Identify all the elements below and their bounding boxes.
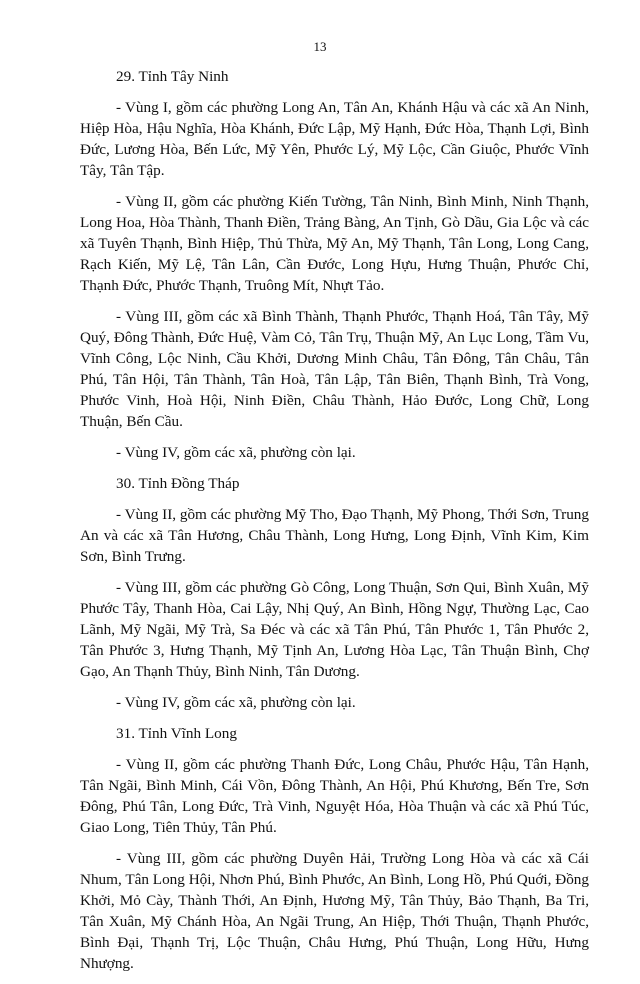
section-tay-ninh bbox=[80, 66, 589, 463]
paragraph: - Vùng IV, gồm các xã, phường còn lại. bbox=[116, 444, 356, 461]
section-vinh-long bbox=[80, 723, 589, 974]
page-number: 13 bbox=[313, 39, 327, 54]
paragraph: - Vùng II, gồm các phường Mỹ Tho, Đạo Thạnh, Mỹ Phong, Thới Sơn, Trung An và các xã Tân Hương, Châu Thành, Long Hưng, Long Định, Vĩnh Kim, Kim Sơn, Bình Trưng. bbox=[80, 506, 589, 565]
paragraph: - Vùng III, gồm các phường Gò Công, Long Thuận, Sơn Qui, Bình Xuân, Mỹ Phước Tây, Thanh Hòa, Cai Lậy, Nhị Quý, An Bình, Hồng Ngự, Thường Lạc, Cao Lãnh, Mỹ Ngãi, Mỹ Trà, Sa Đéc và các xã Tân Phú, Tân Phước 1, Tân Phước 2, Tân Phước 3, Hưng Thạnh, Mỹ Tịnh An, Lương Hòa Lạc, Tân Thuận Bình, Chợ Gạo, An Thạnh Thủy, Bình Ninh, Tân Dương. bbox=[80, 579, 589, 680]
paragraph: - Vùng II, gồm các phường Kiến Tường, Tân Ninh, Bình Minh, Ninh Thạnh, Long Hoa, Hòa Thành, Thanh Điền, Trảng Bàng, An Tịnh, Gò Dầu, Gia Lộc và các xã Tuyên Thạnh, Bình Hiệp, Thủ Thừa, Mỹ An, Mỹ Thạnh, Tân Long, Long Cang, Rạch Kiến, Mỹ Lệ, Tân Lân, Cần Đước, Long Hựu, Hưng Thuận, Phước Chỉ, Thạnh Đức, Phước Thạnh, Truông Mít, Nhựt Tảo. bbox=[80, 193, 589, 294]
section-heading: 29. Tỉnh Tây Ninh bbox=[116, 68, 229, 85]
section-heading: 30. Tỉnh Đồng Tháp bbox=[116, 475, 240, 492]
document-body bbox=[80, 66, 589, 984]
paragraph: - Vùng I, gồm các phường Long An, Tân An, Khánh Hậu và các xã An Ninh, Hiệp Hòa, Hậu Nghĩa, Hòa Khánh, Đức Lập, Mỹ Hạnh, Đức Hòa, Thạnh Lợi, Bình Đức, Lương Hòa, Bến Lức, Mỹ Yên, Phước Lý, Mỹ Lộc, Cần Giuộc, Phước Vĩnh Tây, Tân Tập. bbox=[80, 99, 589, 179]
section-dong-thap bbox=[80, 473, 589, 713]
section-heading: 31. Tỉnh Vĩnh Long bbox=[116, 725, 237, 742]
paragraph: - Vùng III, gồm các phường Duyên Hải, Trường Long Hòa và các xã Cái Nhum, Tân Long Hội, Nhơn Phú, Bình Phước, An Bình, Long Hồ, Phú Quới, Đồng Khởi, Mỏ Cày, Thành Thới, An Định, Hương Mỹ, Tân Thủy, Bảo Thạnh, Ba Tri, Tân Xuân, Mỹ Chánh Hòa, An Ngãi Trung, An Hiệp, Thới Thuận, Thạnh Phước, Bình Đại, Thạnh Trị, Lộc Thuận, Châu Hưng, Phú Thuận, Long Hữu, Hưng Nhượng. bbox=[80, 850, 589, 972]
paragraph: - Vùng III, gồm các xã Bình Thành, Thạnh Phước, Thạnh Hoá, Tân Tây, Mỹ Quý, Đông Thành, Đức Huệ, Vàm Cỏ, Tân Trụ, Thuận Mỹ, An Lục Long, Tầm Vu, Vĩnh Công, Lộc Ninh, Cầu Khởi, Dương Minh Châu, Tân Đông, Tân Châu, Tân Phú, Tân Hội, Tân Thành, Tân Hoà, Tân Lập, Tân Biên, Thạnh Bình, Trà Vong, Phước Vinh, Hoà Hội, Ninh Điền, Châu Thành, Hảo Đước, Long Chữ, Long Thuận, Bến Cầu. bbox=[80, 308, 589, 430]
paragraph: - Vùng II, gồm các phường Thanh Đức, Long Châu, Phước Hậu, Tân Hạnh, Tân Ngãi, Bình Minh, Cái Vồn, Đông Thành, An Hội, Phú Khương, Bến Tre, Sơn Đông, Phú Tân, Long Đức, Trà Vinh, Nguyệt Hóa, Hòa Thuận và các xã Phú Túc, Giao Long, Tiên Thủy, Tân Phú. bbox=[80, 756, 589, 836]
paragraph: - Vùng IV, gồm các xã, phường còn lại. bbox=[116, 694, 356, 711]
